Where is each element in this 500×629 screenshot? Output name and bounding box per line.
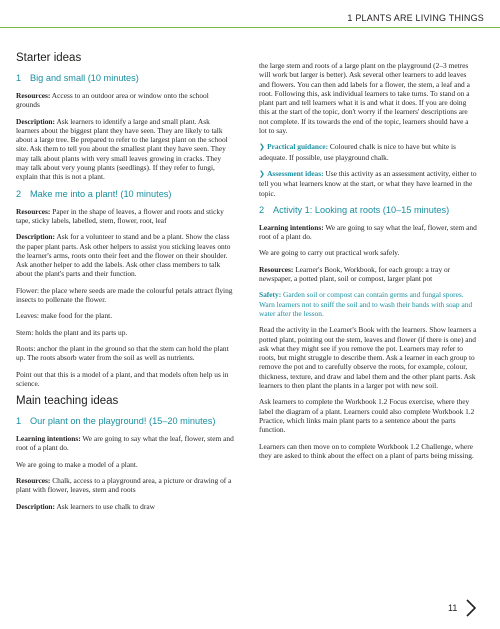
resources-text: Paper in the shape of leaves, a flower and roots and sticky tape, sticky labels, labelled, stem, flower, root, leaf [16, 206, 224, 225]
practical-guidance-text: Coloured chalk is nice to have but white is adequate. If possible, use playground chalk. [259, 142, 456, 162]
main-1-learning-intentions [16, 434, 234, 453]
chevron-right-icon [465, 598, 477, 618]
starter-2-number: 2 [16, 188, 22, 199]
resources-label: Resources: [16, 206, 51, 216]
activity-2-number: 2 [259, 204, 265, 215]
starter-1-heading [16, 73, 234, 84]
starter-ideas-heading: Starter ideas [16, 52, 82, 64]
learning-intentions-text: We are going to say what the leaf, flower, stem and root of a plant do. [259, 222, 477, 242]
starter-1-resources [16, 91, 234, 110]
starter-2-description [16, 232, 234, 278]
starter-1-description [16, 117, 234, 182]
activity-2-heading [259, 205, 477, 216]
resources-text: Learner's Book, Workbook, for each group: a tray or newspaper, a potted plant, soil or compost, larger plant pot [259, 264, 451, 284]
description-text: Ask learners to use chalk to draw [55, 501, 155, 511]
main-1-description [16, 502, 234, 511]
model-paragraph: Point out that this is a model of a plant, and that models often help us in science. [16, 369, 229, 388]
description-label: Description: [16, 116, 55, 126]
assessment-ideas-label: Assessment ideas: [267, 168, 324, 178]
running-head: 1 PLANTS ARE LIVING THINGS [347, 13, 484, 23]
main-1-heading [16, 416, 234, 427]
chevron-right-icon: ❯ [259, 169, 268, 178]
activity-2-safe-work: We are going to carry out practical work safely. [259, 248, 400, 258]
safety-text: Garden soil or compost can contain germs and fungal spores. Warn learners not to sniff the soil and to wash their hands with soap and water after the lesson. [259, 290, 473, 318]
description-text: Ask for a volunteer to stand and be a plant. Show the class the paper plant parts. Ask other helpers to assist you sticking leaves onto the learner's arms, roots onto their feet and the flower on their shoulder. Ask another helper to add the labels. Ask other class members to talk about the plant's parts and their function. [16, 232, 231, 279]
resources-text: Chalk, access to a playground area, a picture or drawing of a plant with flower, leaves, stem and roots [16, 476, 232, 495]
practical-guidance-label: Practical guidance: [267, 142, 329, 152]
chevron-right-icon: ❯ [259, 143, 268, 152]
safety-label: Safety: [259, 290, 282, 300]
starter-1-number: 1 [16, 73, 22, 83]
learning-intentions-label: Learning intentions: [16, 434, 81, 444]
main-1-number: 1 [16, 416, 22, 427]
main-1-title: Our plant on the playground! (15–20 minutes) [30, 416, 216, 427]
stem-paragraph: Stem: holds the plant and its parts up. [16, 327, 128, 337]
workbook-challenge-paragraph: Learners can then move on to complete Workbook 1.2 Challenge, where they are asked to think about the effect on a plant of parts being missing. [259, 441, 474, 460]
assessment-ideas [259, 169, 477, 198]
right-column [259, 61, 477, 467]
description-label: Description: [16, 232, 55, 242]
flower-paragraph: Flower: the place where seeds are made the colourful petals attract flying insects to pollenate the flower. [16, 285, 233, 305]
resources-text: Access to an outdoor area or window onto the school grounds [16, 91, 209, 110]
workbook-focus-paragraph: Ask learners to complete the Workbook 1.2 Focus exercise, where they label the diagram of a plant. Learners could also complete Workbook 1.2 Practice, which links main plant parts to a sentence about the parts function. [259, 397, 475, 435]
resources-label: Resources: [16, 476, 51, 486]
starter-1-title: Big and small (10 minutes) [30, 73, 139, 83]
left-column [16, 52, 234, 518]
starter-2-resources [16, 207, 234, 226]
practical-guidance [259, 142, 477, 162]
description-label: Description: [16, 501, 55, 511]
main-1-resources [16, 476, 234, 495]
learning-intentions-text: We are going to say what the leaf, flower, stem and root of a plant do. [16, 434, 234, 453]
header-rule [0, 27, 500, 28]
learning-intentions-label: Learning intentions: [259, 222, 324, 232]
page-number: 11 [448, 603, 458, 613]
activity-2-resources [259, 265, 477, 284]
read-activity-paragraph: Read the activity in the Learner's Book with the learners. Show learners a potted plant, pointing out the stem, leaves and flower (if there is one) and ask what they might see if you remove the pot. Learners may refer to roots, but might struggle to describe them. Ask a learner in each group to remove the pot and to carefully observe the roots, for example, colour, thickness, texture, and draw and label them and the other plant parts. Ask learners to then plant the plants in a larger pot with new soil. [259, 325, 477, 391]
continued-paragraph: the large stem and roots of a large plant on the playground (2–3 metres will work but larger is better). Ask several other learners to add leaves and flowers. You can then add labels for a flower, the stem, a leaf and a root. Following this, ask individual learners to take turns. To stand on a plant part and tell learners what it is and what it does. If you are doing this at the start of the topic, don't worry if the learners' descriptions are not complete. If its towards the end of the topic, learners should have a lot to say. [259, 61, 470, 136]
safety-note [259, 290, 477, 318]
activity-2-learning-intentions [259, 223, 477, 242]
activity-2-title: Activity 1: Looking at roots (10–15 minutes) [273, 204, 450, 215]
resources-label: Resources: [16, 91, 51, 100]
starter-2-heading [16, 189, 234, 200]
starter-2-title: Make me into a plant! (10 minutes) [30, 188, 172, 199]
description-text: Ask learners to identify a large and small plant. Ask learners about the biggest plant they have seen. They are likely to talk about a large tree. Be prepared to refer to the largest plant on the school site. Ask them to tell you about the smallest plant they have seen. They may talk about plants with very small leaves growing in cracks. They may talk about very young plants (seedlings). If they refer to fungi, explain that this is not a plant. [16, 116, 228, 182]
assessment-ideas-text: Use this activity as an assessment activity, either to tell you what learners know at the start, or what they have learned in the topic. [259, 168, 477, 198]
main-teaching-heading: Main teaching ideas [16, 395, 119, 408]
resources-label: Resources: [259, 264, 294, 274]
leaves-paragraph: Leaves: make food for the plant. [16, 311, 113, 321]
main-1-model: We are going to make a model of a plant. [16, 459, 138, 469]
roots-paragraph: Roots: anchor the plant in the ground so that the stem can hold the plant up. The roots absorb water from the soil as well as nutrients. [16, 343, 229, 363]
